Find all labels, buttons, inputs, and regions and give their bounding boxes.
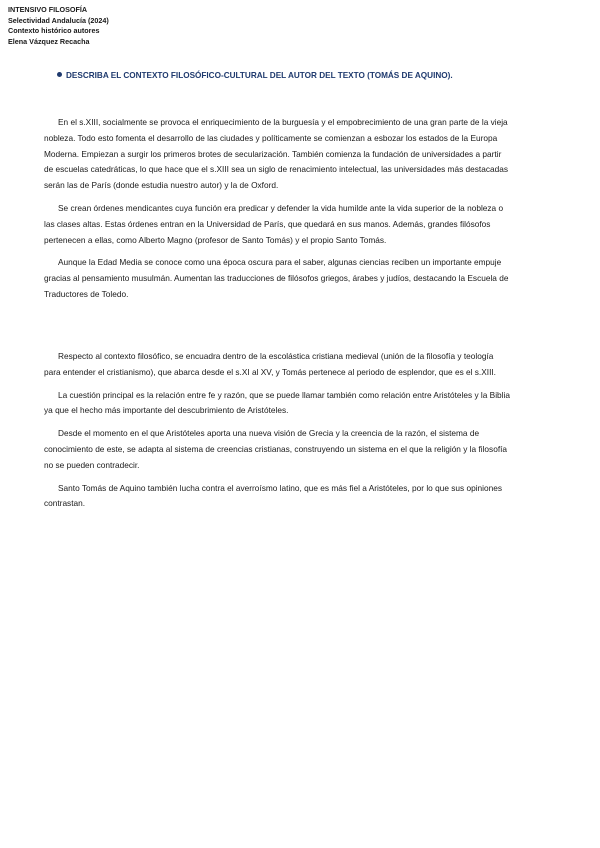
paragraph: Respecto al contexto filosófico, se encuadra dentro de la escolástica cristiana medieval (unión de la filosofía y teología para entender el cristianismo), que abarca desde el s.XI al XV, y Tomás pertenece al periodo de esplendor, que es el s.XIII. xyxy=(44,351,496,377)
header-course: INTENSIVO FILOSOFÍA xyxy=(8,5,88,14)
document-header xyxy=(8,5,109,47)
header-exam: Selectividad Andalucía (2024) xyxy=(8,15,109,25)
paragraph: La cuestión principal es la relación entre fe y razón, que se puede llamar también como relación entre Aristóteles y la Biblia ya que el hecho más importante del descubrimiento de Aristóteles. xyxy=(44,389,510,416)
bullet-icon xyxy=(57,72,62,77)
paragraph: Desde el momento en el que Aristóteles aporta una nueva visión de Grecia y la creencia de la razón, el sistema de conocimiento de este, se adapta al sistema de creencias cristianas, construyendo un sistema en el que la religión y la filosofía no se pueden contradecir. xyxy=(44,428,508,470)
philosophical-context-section xyxy=(44,349,510,519)
paragraph: Se crean órdenes mendicantes cuya función era predicar y defender la vida humilde ante la vida superior de la nobleza o las clases altas. Estas órdenes entran en la Universidad de París, que quedará en sus manos. Además, grandes filósofos pertenecen a ellas, como Alberto Magno (profesor de Santo Tomás) y el propio Santo Tomás. xyxy=(44,202,504,245)
header-topic: Contexto histórico autores xyxy=(8,26,100,35)
header-author: Elena Vázquez Recacha xyxy=(8,36,90,46)
question-text: DESCRIBA EL CONTEXTO FILOSÓFICO-CULTURAL DEL AUTOR DEL TEXTO (TOMÁS DE AQUINO). xyxy=(66,71,453,80)
historical-context-section xyxy=(44,115,510,310)
paragraph: En el s.XIII, socialmente se provoca el enriquecimiento de la burguesía y el empobrecimiento de una gran parte de la vieja nobleza. Todo esto fomenta el desarrollo de las ciudades y políticamente se comienzan a esbozar los estados de la Europa Moderna. Empiezan a surgir los primeros brotes de secularización. También comienza la fundación de universidades a partir de escuelas catedráticas, lo que hace que el s.XIII sea un siglo de renacimiento intelectual, las universidades más destacadas serán las de París (donde estudia nuestro autor) y la de Oxford. xyxy=(44,117,508,191)
paragraph: Santo Tomás de Aquino también lucha contra el averroísmo latino, que es más fiel a Aristóteles, por lo que sus opiniones contrastan. xyxy=(44,482,502,509)
paragraph: Aunque la Edad Media se conoce como una época oscura para el saber, algunas ciencias reciben un importante empuje gracias al pensamiento musulmán. Aumentan las traducciones de filósofos griegos, árabes y judíos, destacando la Escuela de Traductores de Toledo. xyxy=(44,257,509,299)
question-title xyxy=(57,71,453,80)
